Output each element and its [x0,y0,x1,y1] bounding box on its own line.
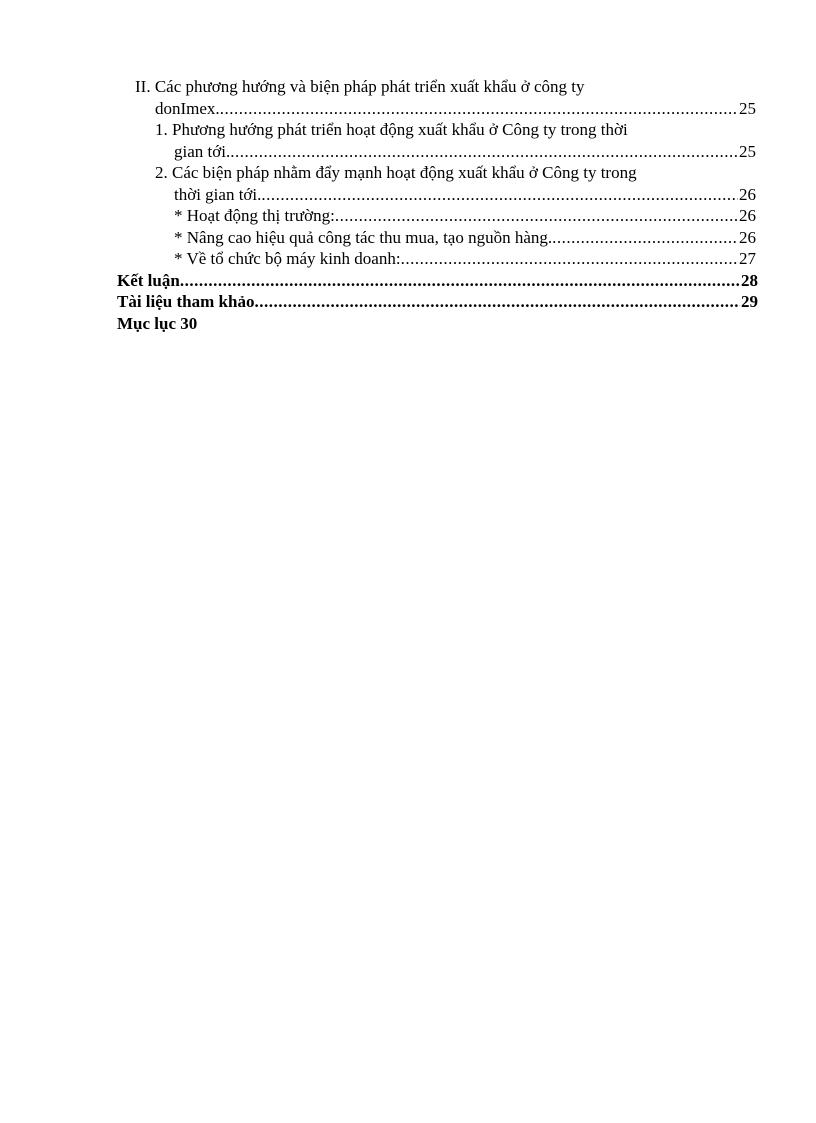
toc-entry-text: thời gian tới. [174,184,262,204]
dot-leader [552,227,738,249]
toc-entry-text: II. Các phương hướng và biện pháp phát triển xuất khẩu ở công ty [135,77,585,96]
toc-page-number: 25 [739,98,756,118]
toc-entry-conclusion[interactable] [0,270,816,292]
dot-leader [254,291,740,313]
toc-entry-bullet-organization[interactable] [0,248,816,270]
toc-page-number: 26 [739,184,756,204]
table-of-contents [0,76,816,334]
toc-entry-text: * Nâng cao hiệu quả công tác thu mua, tạo nguồn hàng. [174,227,553,247]
toc-entry-bullet-purchasing[interactable] [0,227,816,249]
toc-entry-section-2-line-1 [0,76,816,98]
toc-entry-subsection-2-line-1 [0,162,816,184]
dot-leader [180,270,740,292]
toc-entry-section-2[interactable] [0,98,816,120]
toc-entry-text: Tài liệu tham khảo [117,292,255,311]
toc-page-number: 26 [739,206,756,225]
toc-entry-text: * Về tổ chức bộ máy kinh doanh: [174,249,401,268]
toc-entry-text: donImex. [155,98,220,118]
toc-page-number: 28 [741,270,758,290]
toc-entry-subsection-1-line-1 [0,119,816,141]
toc-entry-text: 1. Phương hướng phát triển hoạt động xuất khẩu ở Công ty trong thời [155,120,628,139]
toc-page-number: 26 [739,227,756,247]
toc-entry-references[interactable] [0,291,816,313]
toc-entry-table-of-contents[interactable] [0,313,816,335]
dot-leader [230,141,738,163]
toc-entry-text: 2. Các biện pháp nhằm đẩy mạnh hoạt động xuất khẩu ở Công ty trong [155,163,637,182]
dot-leader [335,205,738,227]
toc-entry-text: Kết luận [117,270,180,290]
dot-leader [401,248,738,270]
dot-leader [261,184,738,206]
toc-page-number: 27 [739,249,756,268]
toc-entry-text: gian tới. [174,141,231,161]
toc-entry-subsection-2[interactable] [0,184,816,206]
toc-entry-subsection-1[interactable] [0,141,816,163]
toc-entry-bullet-market[interactable] [0,205,816,227]
toc-entry-text: * Hoạt động thị trường: [174,206,335,225]
toc-page-number: 29 [741,292,758,311]
dot-leader [220,98,738,120]
toc-entry-text: Mục lục 30 [117,313,198,333]
toc-page-number: 25 [739,141,756,161]
